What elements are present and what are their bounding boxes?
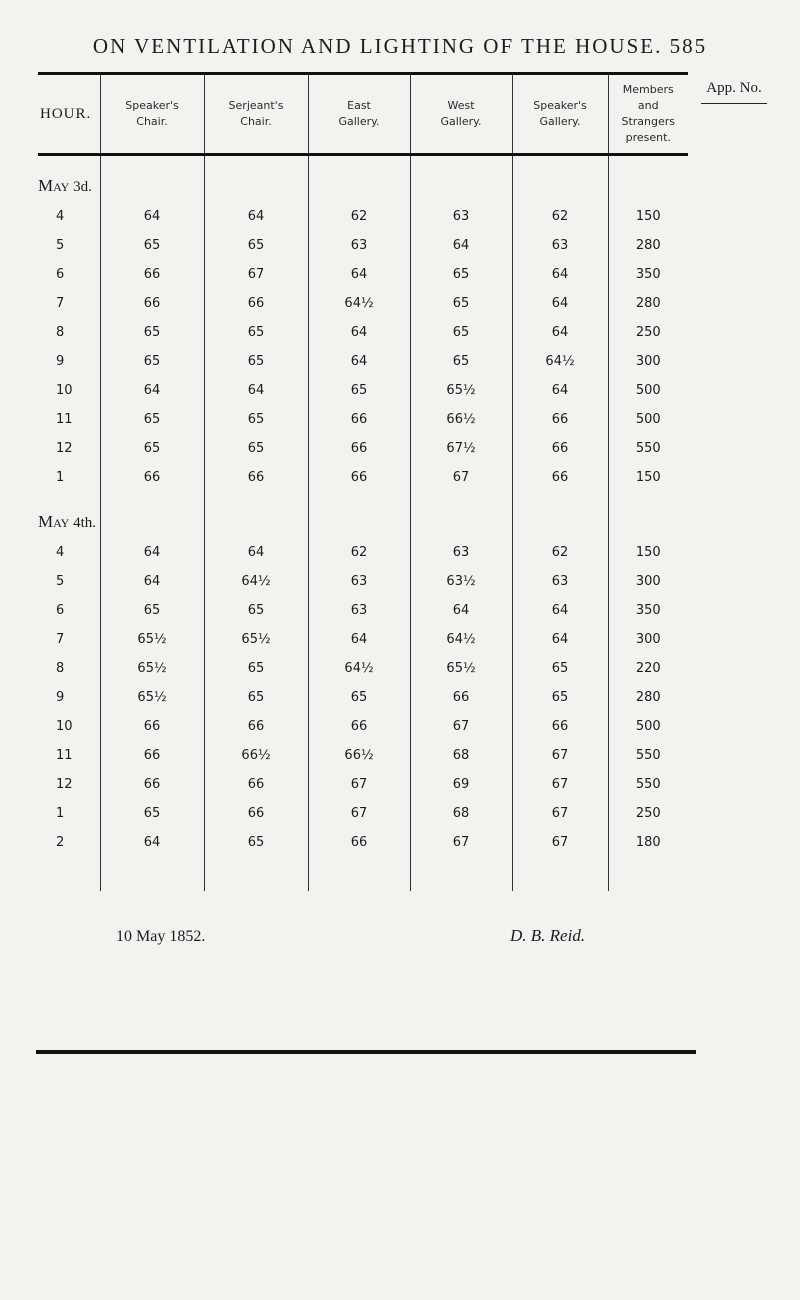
cell-hour: 8 — [56, 661, 65, 676]
cell-east-gallery: 66 — [308, 434, 410, 463]
empty-cell — [204, 506, 308, 538]
table-row — [38, 625, 688, 654]
section-label-month: May — [38, 176, 70, 195]
table-row — [38, 405, 688, 434]
cell-members-present: 280 — [608, 683, 688, 712]
cell-speakers-gallery: 66 — [512, 463, 608, 492]
cell-members-present: 350 — [608, 596, 688, 625]
cell-members-present: 280 — [608, 231, 688, 260]
cell-speakers-gallery: 62 — [512, 538, 608, 567]
cell-speakers-chair: 64 — [100, 538, 204, 567]
cell-speakers-gallery: 65 — [512, 683, 608, 712]
header-hour — [38, 75, 100, 155]
header-line: present. — [625, 131, 671, 144]
cell-serjeants-chair: 64 — [204, 202, 308, 231]
cell-members-present: 180 — [608, 828, 688, 857]
temperature-table-container — [38, 72, 688, 891]
section-label-day: 4th. — [69, 515, 97, 531]
cell-serjeants-chair: 65 — [204, 347, 308, 376]
table-row — [38, 828, 688, 857]
cell-members-present: 150 — [608, 463, 688, 492]
cell-speakers-gallery: 63 — [512, 567, 608, 596]
cell-speakers-chair: 65 — [100, 318, 204, 347]
cell-hour: 2 — [56, 835, 65, 850]
cell-east-gallery: 63 — [308, 567, 410, 596]
header-line: West — [447, 99, 475, 112]
empty-cell — [410, 155, 512, 171]
cell-members-present: 550 — [608, 434, 688, 463]
empty-cell — [512, 857, 608, 891]
cell-hour: 10 — [56, 383, 73, 398]
header-line: HOUR. — [40, 106, 92, 122]
cell-west-gallery: 65 — [410, 347, 512, 376]
cell-east-gallery: 67 — [308, 799, 410, 828]
cell-west-gallery: 64 — [410, 231, 512, 260]
cell-west-gallery: 64 — [410, 596, 512, 625]
cell-hour: 5 — [56, 238, 65, 253]
spacer-row — [38, 492, 688, 506]
cell-members-present: 280 — [608, 289, 688, 318]
cell-members-present: 350 — [608, 260, 688, 289]
header-line: Chair. — [240, 115, 272, 128]
cell-speakers-gallery: 66 — [512, 434, 608, 463]
empty-cell — [204, 492, 308, 506]
cell-east-gallery: 67 — [308, 770, 410, 799]
cell-speakers-chair: 66 — [100, 289, 204, 318]
cell-west-gallery: 63½ — [410, 567, 512, 596]
running-head: ON VENTILATION AND LIGHTING OF THE HOUSE. 585 — [92, 34, 708, 58]
cell-west-gallery: 65½ — [410, 654, 512, 683]
cell-east-gallery: 65 — [308, 376, 410, 405]
cell-speakers-gallery: 66 — [512, 405, 608, 434]
cell-east-gallery: 66 — [308, 405, 410, 434]
empty-cell — [204, 170, 308, 202]
cell-speakers-chair: 64 — [100, 376, 204, 405]
cell-speakers-chair: 66 — [100, 260, 204, 289]
cell-speakers-chair: 64 — [100, 202, 204, 231]
cell-hour: 8 — [56, 325, 65, 340]
cell-west-gallery: 64½ — [410, 625, 512, 654]
cell-serjeants-chair: 66 — [204, 463, 308, 492]
cell-serjeants-chair: 66 — [204, 770, 308, 799]
cell-speakers-gallery: 67 — [512, 799, 608, 828]
cell-east-gallery: 64 — [308, 347, 410, 376]
empty-cell — [100, 170, 204, 202]
table-row — [38, 799, 688, 828]
cell-serjeants-chair: 67 — [204, 260, 308, 289]
table-row — [38, 318, 688, 347]
empty-cell — [308, 506, 410, 538]
cell-speakers-chair: 65½ — [100, 683, 204, 712]
cell-serjeants-chair: 65 — [204, 231, 308, 260]
cell-speakers-gallery: 64 — [512, 289, 608, 318]
cell-west-gallery: 67 — [410, 463, 512, 492]
table-row — [38, 741, 688, 770]
empty-cell — [100, 857, 204, 891]
empty-cell — [512, 155, 608, 171]
empty-cell — [100, 506, 204, 538]
cell-speakers-chair: 66 — [100, 463, 204, 492]
cell-east-gallery: 63 — [308, 231, 410, 260]
cell-hour: 4 — [56, 545, 65, 560]
cell-serjeants-chair: 64 — [204, 376, 308, 405]
cell-speakers-chair: 65 — [100, 347, 204, 376]
cell-speakers-gallery: 67 — [512, 828, 608, 857]
cell-serjeants-chair: 65 — [204, 683, 308, 712]
table-row — [38, 683, 688, 712]
cell-serjeants-chair: 66½ — [204, 741, 308, 770]
section-label-month: May — [38, 512, 70, 531]
cell-serjeants-chair: 66 — [204, 712, 308, 741]
spacer-row — [38, 155, 688, 171]
table-header — [38, 75, 688, 155]
cell-speakers-chair: 66 — [100, 770, 204, 799]
cell-west-gallery: 68 — [410, 741, 512, 770]
table-row — [38, 376, 688, 405]
empty-cell — [308, 170, 410, 202]
cell-speakers-gallery: 64 — [512, 376, 608, 405]
cell-members-present: 500 — [608, 376, 688, 405]
header-line: Gallery. — [440, 115, 482, 128]
page-bottom-rule — [36, 1050, 696, 1054]
table-row — [38, 596, 688, 625]
cell-hour: 5 — [56, 574, 65, 589]
cell-members-present: 550 — [608, 770, 688, 799]
empty-cell — [308, 857, 410, 891]
cell-serjeants-chair: 64½ — [204, 567, 308, 596]
cell-east-gallery: 62 — [308, 202, 410, 231]
header-line: Serjeant's — [228, 99, 284, 112]
empty-cell — [608, 857, 688, 891]
cell-speakers-gallery: 67 — [512, 741, 608, 770]
cell-serjeants-chair: 66 — [204, 799, 308, 828]
header-line: Speaker's — [125, 99, 179, 112]
cell-hour: 1 — [56, 806, 65, 821]
cell-hour: 10 — [56, 719, 73, 734]
cell-members-present: 300 — [608, 567, 688, 596]
cell-serjeants-chair: 65 — [204, 405, 308, 434]
header-east-gallery — [308, 75, 410, 155]
cell-hour: 12 — [56, 777, 73, 792]
cell-speakers-chair: 65½ — [100, 625, 204, 654]
cell-hour: 7 — [56, 296, 65, 311]
cell-hour: 12 — [56, 441, 73, 456]
header-members-present — [608, 75, 688, 155]
cell-west-gallery: 63 — [410, 202, 512, 231]
cell-west-gallery: 65½ — [410, 376, 512, 405]
empty-cell — [608, 506, 688, 538]
empty-cell — [608, 492, 688, 506]
cell-serjeants-chair: 64 — [204, 538, 308, 567]
header-serjeants-chair — [204, 75, 308, 155]
cell-east-gallery: 65 — [308, 683, 410, 712]
header-row — [38, 75, 688, 155]
cell-speakers-chair: 66 — [100, 741, 204, 770]
footer-signature: D. B. Reid. — [510, 926, 586, 945]
cell-west-gallery: 67½ — [410, 434, 512, 463]
empty-cell — [308, 155, 410, 171]
cell-serjeants-chair: 65 — [204, 318, 308, 347]
cell-hour: 4 — [56, 209, 65, 224]
table-row — [38, 434, 688, 463]
table-row — [38, 347, 688, 376]
cell-hour: 7 — [56, 632, 65, 647]
cell-serjeants-chair: 66 — [204, 289, 308, 318]
cell-west-gallery: 66 — [410, 683, 512, 712]
empty-cell — [38, 492, 100, 506]
cell-serjeants-chair: 65 — [204, 828, 308, 857]
empty-cell — [100, 492, 204, 506]
empty-cell — [608, 170, 688, 202]
empty-cell — [204, 155, 308, 171]
temperature-table — [38, 75, 688, 891]
cell-hour: 11 — [56, 748, 73, 763]
section-label — [38, 506, 100, 538]
empty-cell — [512, 492, 608, 506]
cell-speakers-gallery: 64 — [512, 260, 608, 289]
cell-west-gallery: 65 — [410, 260, 512, 289]
header-line: Members — [622, 83, 674, 96]
cell-serjeants-chair: 65½ — [204, 625, 308, 654]
header-line: Chair. — [136, 115, 168, 128]
table-row — [38, 770, 688, 799]
cell-speakers-chair: 65 — [100, 434, 204, 463]
cell-serjeants-chair: 65 — [204, 654, 308, 683]
cell-east-gallery: 64 — [308, 318, 410, 347]
empty-cell — [308, 492, 410, 506]
cell-members-present: 250 — [608, 799, 688, 828]
cell-speakers-chair: 64 — [100, 567, 204, 596]
empty-cell — [38, 857, 100, 891]
table-row — [38, 567, 688, 596]
cell-speakers-gallery: 65 — [512, 654, 608, 683]
cell-east-gallery: 66 — [308, 828, 410, 857]
cell-members-present: 300 — [608, 347, 688, 376]
table-row — [38, 654, 688, 683]
table-row — [38, 231, 688, 260]
cell-members-present: 150 — [608, 202, 688, 231]
cell-west-gallery: 65 — [410, 318, 512, 347]
cell-hour: 1 — [56, 470, 65, 485]
cell-west-gallery: 66½ — [410, 405, 512, 434]
cell-speakers-chair: 64 — [100, 828, 204, 857]
cell-serjeants-chair: 65 — [204, 434, 308, 463]
empty-cell — [512, 506, 608, 538]
cell-west-gallery: 63 — [410, 538, 512, 567]
cell-serjeants-chair: 65 — [204, 596, 308, 625]
cell-speakers-chair: 65 — [100, 405, 204, 434]
cell-east-gallery: 64 — [308, 625, 410, 654]
cell-speakers-gallery: 64½ — [512, 347, 608, 376]
empty-cell — [410, 492, 512, 506]
table-row — [38, 712, 688, 741]
cell-hour: 6 — [56, 267, 65, 282]
cell-hour: 9 — [56, 690, 65, 705]
cell-hour: 11 — [56, 412, 73, 427]
cell-west-gallery: 65 — [410, 289, 512, 318]
empty-cell — [608, 155, 688, 171]
cell-speakers-gallery: 62 — [512, 202, 608, 231]
cell-east-gallery: 62 — [308, 538, 410, 567]
section-row — [38, 506, 688, 538]
table-row — [38, 202, 688, 231]
table-row — [38, 538, 688, 567]
cell-east-gallery: 66½ — [308, 741, 410, 770]
cell-speakers-chair: 65½ — [100, 654, 204, 683]
cell-east-gallery: 64½ — [308, 654, 410, 683]
cell-west-gallery: 67 — [410, 828, 512, 857]
cell-speakers-chair: 65 — [100, 799, 204, 828]
header-line: Speaker's — [533, 99, 587, 112]
cell-speakers-gallery: 64 — [512, 625, 608, 654]
appendix-number-label — [684, 80, 784, 104]
cell-east-gallery: 64 — [308, 260, 410, 289]
cell-speakers-gallery: 64 — [512, 596, 608, 625]
empty-cell — [100, 155, 204, 171]
appendix-number-text: App. No. — [706, 80, 762, 96]
footer-date: 10 May 1852. — [116, 928, 206, 945]
header-west-gallery — [410, 75, 512, 155]
tail-row — [38, 857, 688, 891]
cell-west-gallery: 68 — [410, 799, 512, 828]
cell-hour: 9 — [56, 354, 65, 369]
cell-speakers-gallery: 67 — [512, 770, 608, 799]
cell-west-gallery: 67 — [410, 712, 512, 741]
cell-members-present: 550 — [608, 741, 688, 770]
table-row — [38, 463, 688, 492]
cell-members-present: 220 — [608, 654, 688, 683]
cell-east-gallery: 66 — [308, 463, 410, 492]
appendix-number-rule — [701, 103, 767, 104]
header-line: and Strangers — [621, 99, 676, 128]
cell-east-gallery: 66 — [308, 712, 410, 741]
cell-hour: 6 — [56, 603, 65, 618]
cell-east-gallery: 63 — [308, 596, 410, 625]
empty-cell — [38, 155, 100, 171]
cell-members-present: 250 — [608, 318, 688, 347]
header-line: Gallery. — [338, 115, 380, 128]
cell-speakers-chair: 65 — [100, 596, 204, 625]
empty-cell — [410, 506, 512, 538]
header-speakers-gallery — [512, 75, 608, 155]
cell-speakers-chair: 66 — [100, 712, 204, 741]
header-line: East — [347, 99, 371, 112]
section-row — [38, 170, 688, 202]
cell-members-present: 300 — [608, 625, 688, 654]
cell-speakers-gallery: 63 — [512, 231, 608, 260]
section-label-day: 3d. — [69, 179, 92, 195]
table-body — [38, 155, 688, 892]
cell-east-gallery: 64½ — [308, 289, 410, 318]
header-speakers-chair — [100, 75, 204, 155]
cell-members-present: 500 — [608, 712, 688, 741]
header-line: Gallery. — [539, 115, 581, 128]
cell-speakers-chair: 65 — [100, 231, 204, 260]
empty-cell — [512, 170, 608, 202]
table-row — [38, 260, 688, 289]
cell-speakers-gallery: 64 — [512, 318, 608, 347]
section-label — [38, 170, 100, 202]
empty-cell — [204, 857, 308, 891]
cell-members-present: 500 — [608, 405, 688, 434]
empty-cell — [410, 170, 512, 202]
table-row — [38, 289, 688, 318]
cell-speakers-gallery: 66 — [512, 712, 608, 741]
empty-cell — [410, 857, 512, 891]
cell-members-present: 150 — [608, 538, 688, 567]
cell-west-gallery: 69 — [410, 770, 512, 799]
